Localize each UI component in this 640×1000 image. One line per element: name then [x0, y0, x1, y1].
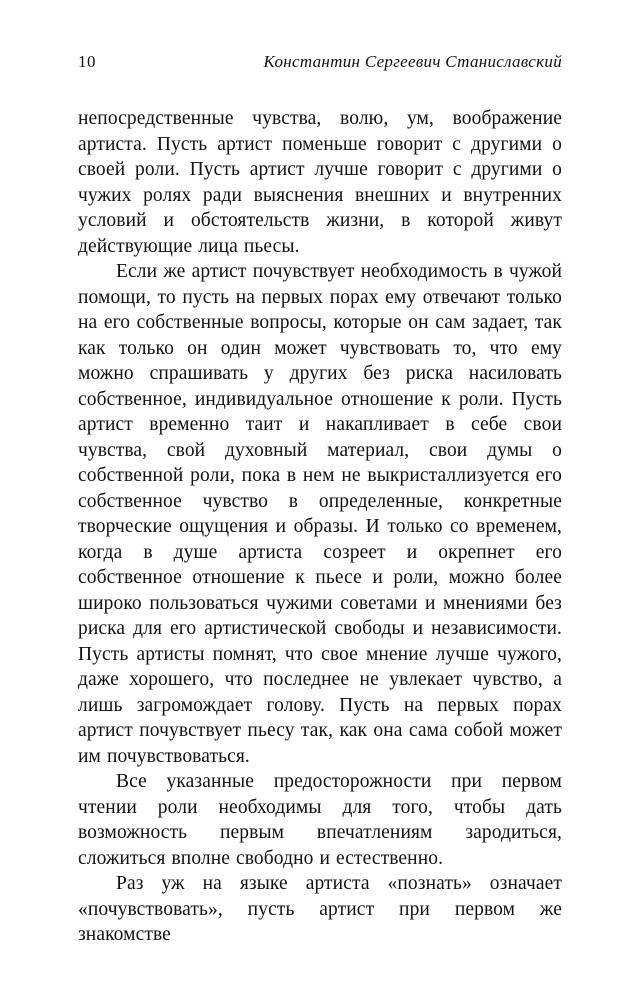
page-number: 10 — [78, 52, 96, 71]
body-paragraph: Раз уж на языке артиста «познать» означает «почувствовать», пусть артист при первом же знакомстве — [78, 873, 562, 945]
body-paragraph: Все указанные предосторожности при первом чтении роли необходимы для того, чтобы дать возможность первым впечатлениям зародиться, сложиться вполне свободно и естественно. — [78, 771, 562, 869]
body-paragraph: Если же артист почувствует необходимость в чужой помощи, то пусть на первых порах ему отвечают только на его собственные вопросы, которые он сам задает, так как только он один может чувствовать то, что ему можно спрашивать у других без риска насиловать собственное, индивидуальное отношение к роли. Пусть артист временно таит и накапливает в себе свои чувства, свой духовный материал, свои думы о собственной роли, пока в нем не выкристаллизуется его собственное чувство в определенные, конкретные творческие ощущения и образы. И только со временем, когда в душе артиста созреет и окрепнет его собственное отношение к пьесе и роли, можно более широко пользоваться чужими советами и мнениями без риска для его артистической свободы и независимости. Пусть артисты помнят, что свое мнение лучше чужого, даже хорошего, что последнее не увлекает чувство, а лишь загромождает голову. Пусть на первых порах артист почувствует пьесу так, как она сама собой может им почувствоваться. — [78, 261, 562, 767]
text-block — [78, 106, 562, 948]
body-paragraph: непосредственные чувства, волю, ум, воображение артиста. Пусть артист поменьше говорит с другими о своей роли. Пусть артист лучше говорит с другими о чужих ролях ради выяснения внешних и внутренних условий и обстоятельств жизни, в которой живут действующие лица пьесы. — [78, 108, 562, 257]
running-header: Константин Сергеевич Станиславский — [263, 52, 562, 71]
page-header — [78, 52, 562, 72]
